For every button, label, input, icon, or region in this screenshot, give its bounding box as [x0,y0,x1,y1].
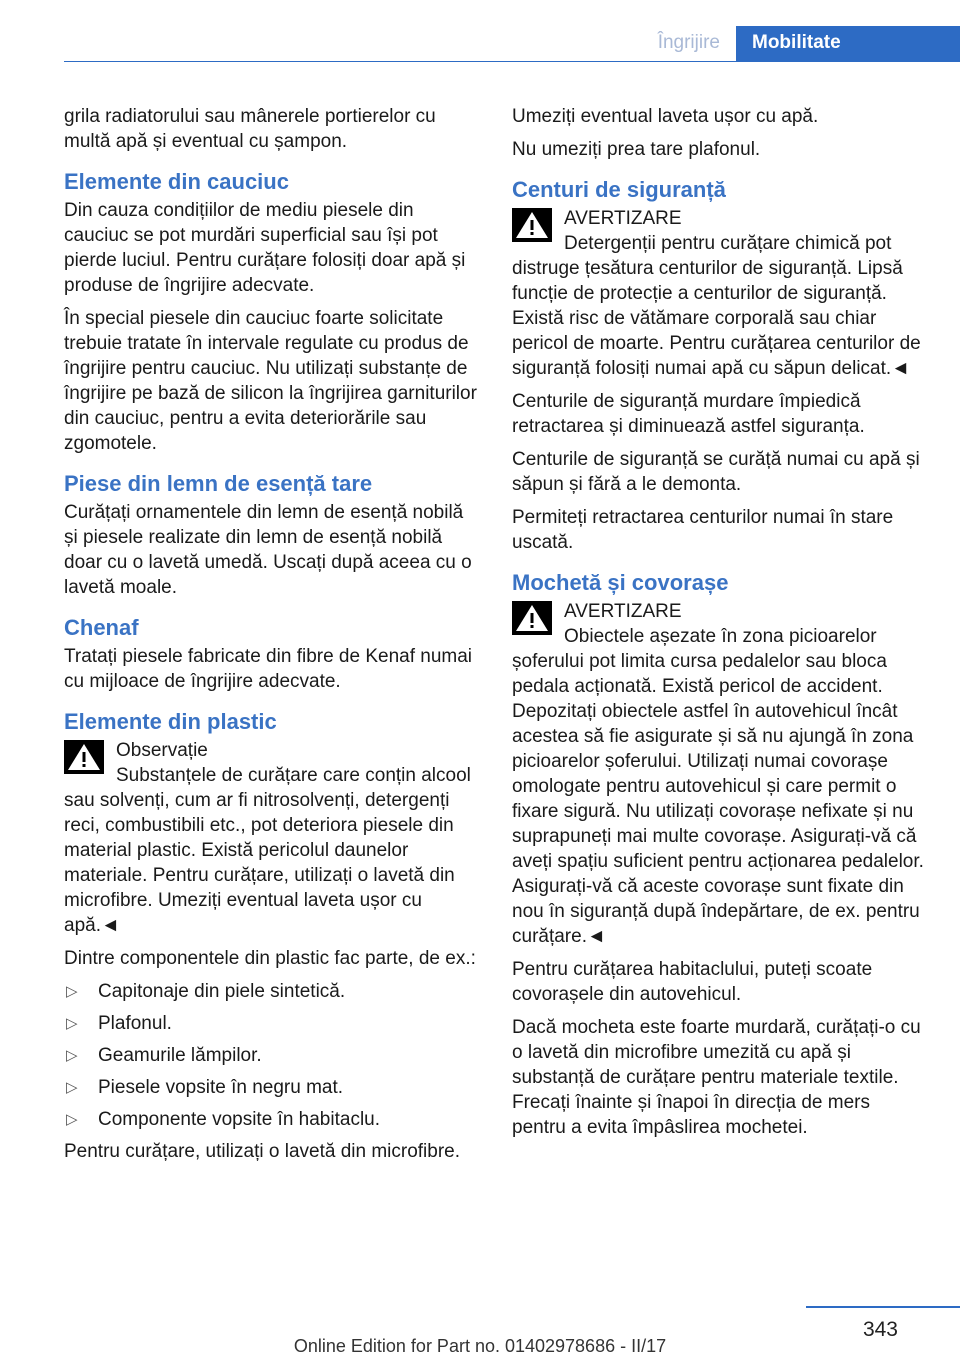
heading-kenaf: Chenaf [64,615,139,640]
heading-wood: Piese din lemn de esență tare [64,471,373,496]
warning-block [512,206,928,381]
right-column [512,104,928,1148]
paragraph: Din cauza condițiilor de mediu piesele din cauciuc se pot murdări superficial sau își pot pierde luciul. Pentru curățare folosiți doar apă și produse de îngrijire adecvate. [64,200,466,296]
warning-text: Obiectele așezate în zona picioarelor șoferului pot limita cursa pedalelor sau bloca pedala acționată. Există pericol de accident. Depozitați obiectele astfel în autovehicul încât acestea să fie asigurate și să nu ajungă în zona picioarelor șoferului. Utilizați numai covorașe omologate pentru autovehicul și care permit o fixare sigură. Nu utilizați covorașe nefixate și nu suprapuneți mai multe covorașe. Asigurați-vă că aveți spațiu suficient pentru acționarea pedalelor. Asigurați-vă că aceste covorașe sunt fixate din nou în siguranță după îndepărtare, de ex. pentru curățare.◄ [512,626,924,947]
bullet-list [64,979,480,1132]
list-item: ▷ Componente vopsite în habitaclu. [66,1109,381,1130]
paragraph: În special piesele din cauciuc foarte solicitate trebuie tratate în intervale regulate cu produs de îngrijire pentru cauciuc. Nu utilizați substanțe de îngrijire pe bază de silicon la îngrijirea garniturilor din cauciuc, pentru a evita deteriorările sau zgomotele. [64,308,477,454]
paragraph: Curățați ornamentele din lemn de esență nobilă și piesele realizate din lemn de esență nobilă doar cu o lavetă umedă. Uscați după aceea cu o lavetă moale. [64,502,472,598]
heading-carpet: Mochetă și covorașe [512,570,729,595]
header-rule [64,61,960,62]
warning-title: AVERTIZARE [564,208,682,229]
warning-icon [512,601,552,635]
warning-title: AVERTIZARE [564,601,682,622]
warning-text: Substanțele de curățare care conțin alcool sau solvenți, cum ar fi nitrosolvenți, detergenți reci, combustibili etc., pot deteriora piesele din material plastic. Există pericolul daunelor materiale. Pentru curățare, utilizați o lavetă din microfibre. Umeziți eventual laveta ușor cu apă.◄ [64,765,471,936]
bullet-marker-icon: ▷ [66,1015,78,1032]
bullet-marker-icon: ▷ [66,1047,78,1064]
paragraph: Centurile de siguranță murdare împiedică retractarea și diminuează astfel siguranța. [512,391,865,437]
header-bar [64,0,960,62]
paragraph: Dacă mocheta este foarte murdară, curățați-o cu o lavetă din microfibre umezită cu apă și substanță de curățare pentru materiale textile. Frecați înainte și înapoi în direcția de mers pentru a evita împâslirea mochetei. [512,1017,921,1138]
warning-icon [512,208,552,242]
paragraph: Permiteți retractarea centurilor numai în stare uscată. [512,507,894,553]
warning-block [512,599,928,949]
list-item: ▷ Piesele vopsite în negru mat. [66,1077,344,1098]
paragraph: Pentru curățarea habitaclului, puteți scoate covorașele din autovehicul. [512,959,873,1005]
heading-belts: Centuri de siguranță [512,177,726,202]
section-tab-care[interactable]: Îngrijire [657,32,720,53]
warning-title: Observație [116,740,208,761]
paragraph: Dintre componentele din plastic fac parte, de ex.: [64,948,476,969]
paragraph: Pentru curățare, utilizați o lavetă din microfibre. [64,1141,461,1162]
warning-text: Detergenții pentru curățare chimică pot distruge țesătura centurilor de siguranță. Lipsă funcție de protecție a centurilor de siguranță. Există risc de vătămare corporală sau chiar pericol de moarte. Pentru curățarea centurilor de siguranță folosiți numai apă cu săpun delicat.◄ [512,233,921,379]
paragraph: grila radiatorului sau mânerele portierelor cu multă apă și eventual cu șampon. [64,106,436,152]
bullet-marker-icon: ▷ [66,983,78,1000]
list-item: ▷ Capitonaje din piele sintetică. [66,981,346,1002]
edition-footer: Online Edition for Part no. 01402978686 - II/17 [293,1336,667,1356]
bullet-marker-icon: ▷ [66,1111,78,1128]
heading-rubber: Elemente din cauciuc [64,169,289,194]
list-item: ▷ Plafonul. [66,1013,172,1034]
bullet-marker-icon: ▷ [66,1079,78,1096]
list-item: ▷ Geamurile lămpilor. [66,1045,262,1066]
paragraph: Centurile de siguranță se curăță numai cu apă și săpun și fără a le demonta. [512,449,920,495]
footer-rule [806,1306,960,1308]
left-column [64,104,480,1172]
heading-plastic: Elemente din plastic [64,709,277,734]
page-number: 343 [862,1318,898,1341]
warning-icon [64,740,104,774]
section-tab-mobility[interactable]: Mobilitate [736,26,960,62]
paragraph: Nu umeziți prea tare plafonul. [512,139,761,160]
paragraph: Tratați piesele fabricate din fibre de Kenaf numai cu mijloace de îngrijire adecvate. [64,646,473,692]
warning-block [64,738,480,938]
paragraph: Umeziți eventual laveta ușor cu apă. [512,106,819,127]
